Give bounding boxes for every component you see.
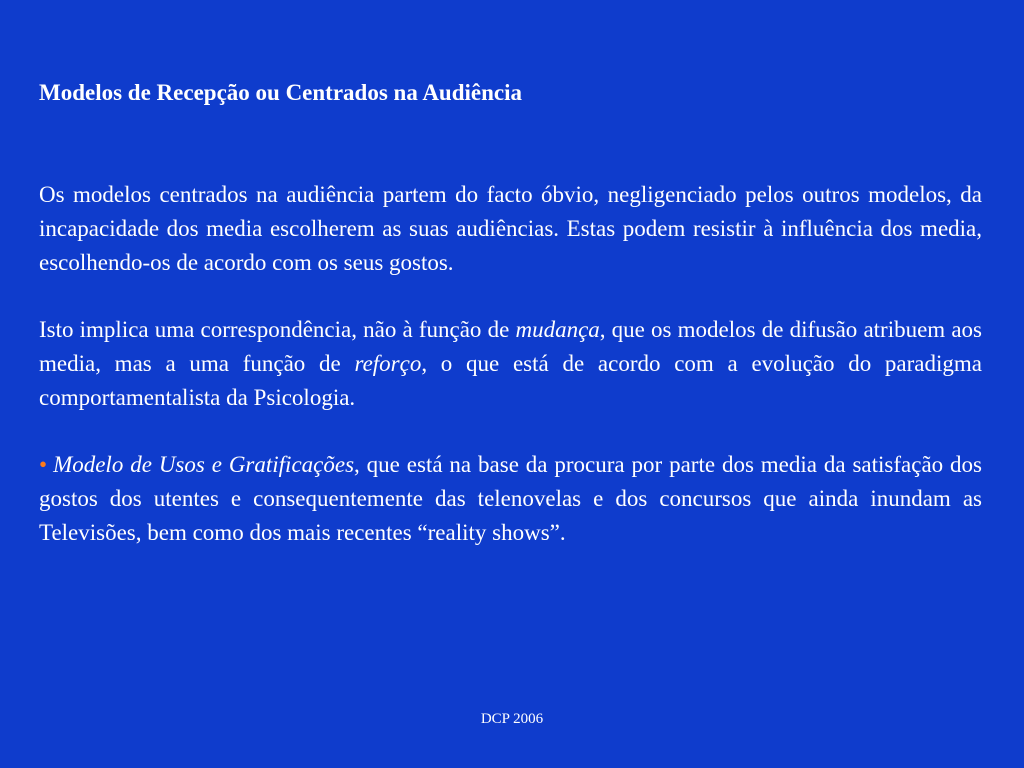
bullet-item: [39, 448, 982, 550]
emphasis-reforco: reforço: [354, 351, 422, 376]
paragraph-2-text-1: Isto implica uma correspondência, não à função de: [39, 317, 516, 342]
bullet-emphasis: Modelo de Usos e Gratificações: [53, 452, 355, 477]
slide-footer: DCP 2006: [480, 711, 544, 727]
slide-body: [39, 178, 982, 583]
paragraph-2: [39, 313, 982, 415]
paragraph-2-text-2: , que os modelos de difusão atribuem aos media, mas a uma função de: [39, 317, 983, 376]
bullet-text: , que está na base da procura por parte dos media da satisfação dos gostos dos utentes e consequentemente das telenovelas e dos concursos que ainda inundam as Televisões, bem como dos mais recentes “reality shows”.: [39, 452, 983, 545]
paragraph-1: Os modelos centrados na audiência partem do facto óbvio, negligenciado pelos outros modelos, da incapacidade dos media escolherem as suas audiências. Estas podem resistir à influência dos media, escolhendo-os de acordo com os seus gostos.: [39, 182, 982, 275]
slide-title: Modelos de Recepção ou Centrados na Audiência: [39, 80, 522, 105]
paragraph-2-text-3: , o que está de acordo com a evolução do paradigma comportamentalista da Psicologia.: [39, 351, 983, 410]
emphasis-mudanca: mudança: [515, 317, 600, 342]
bullet-icon: •: [39, 452, 48, 477]
